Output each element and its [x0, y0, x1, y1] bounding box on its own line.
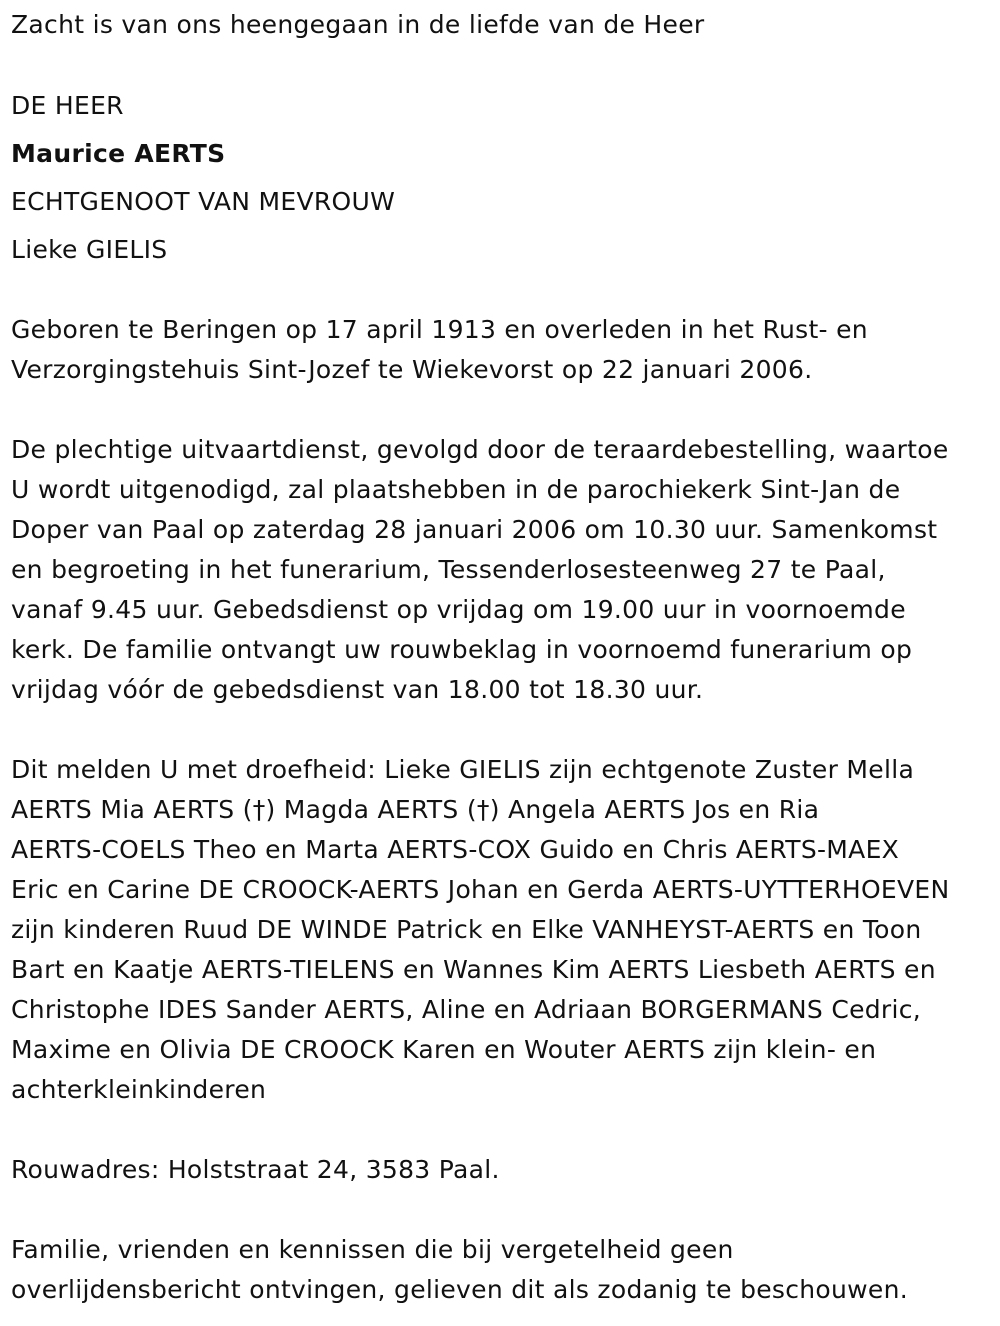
title-prefix: DE HEER [11, 91, 124, 120]
mourning-address: Rouwadres: Holststraat 24, 3583 Paal. [11, 1155, 500, 1184]
ceremony-paragraph [11, 430, 996, 710]
paragraph-line: vanaf 9.45 uur. Gebedsdienst op vrijdag om 19.00 uur in voornoemde [11, 595, 906, 624]
paragraph-line: Geboren te Beringen op 17 april 1913 en overleden in het Rust- en [11, 315, 868, 344]
family-paragraph [11, 750, 996, 1110]
paragraph-line: Dit melden U met droefheid: Lieke GIELIS zijn echtgenote Zuster Mella [11, 755, 915, 784]
paragraph-line: Doper van Paal op zaterdag 28 januari 2006 om 10.30 uur. Samenkomst [11, 515, 938, 544]
paragraph-line: Christophe IDES Sander AERTS, Aline en Adriaan BORGERMANS Cedric, [11, 995, 922, 1024]
paragraph-line: Eric en Carine DE CROOCK-AERTS Johan en Gerda AERTS-UYTTERHOEVEN [11, 875, 950, 904]
paragraph-line: AERTS-COELS Theo en Marta AERTS-COX Guido en Chris AERTS-MAEX [11, 835, 900, 864]
closing-paragraph [11, 1230, 996, 1310]
spouse-name: Lieke GIELIS [11, 235, 168, 264]
paragraph-line: AERTS Mia AERTS (†) Magda AERTS (†) Angela AERTS Jos en Ria [11, 795, 820, 824]
paragraph-line: Familie, vrienden en kennissen die bij vergetelheid geen [11, 1235, 734, 1264]
paragraph-line: U wordt uitgenodigd, zal plaatshebben in de parochiekerk Sint-Jan de [11, 475, 901, 504]
spouse-label: ECHTGENOOT VAN MEVROUW [11, 187, 396, 216]
paragraph-line: Bart en Kaatje AERTS-TIELENS en Wannes Kim AERTS Liesbeth AERTS en [11, 955, 936, 984]
paragraph-line: kerk. De familie ontvangt uw rouwbeklag in voornoemd funerarium op [11, 635, 913, 664]
paragraph-line: overlijdensbericht ontvingen, gelieven dit als zodanig te beschouwen. [11, 1275, 908, 1304]
paragraph-line: vrijdag vóór de gebedsdienst van 18.00 tot 18.30 uur. [11, 675, 704, 704]
paragraph-line: De plechtige uitvaartdienst, gevolgd door de teraardebestelling, waartoe [11, 435, 949, 464]
intro-text: Zacht is van ons heengegaan in de liefde van de Heer [11, 10, 705, 39]
paragraph-line: Verzorgingstehuis Sint-Jozef te Wiekevorst op 22 januari 2006. [11, 355, 813, 384]
paragraph-line: en begroeting in het funerarium, Tessenderlosesteenweg 27 te Paal, [11, 555, 886, 584]
paragraph-line: achterkleinkinderen [11, 1075, 267, 1104]
paragraph-line: zijn kinderen Ruud DE WINDE Patrick en Elke VANHEYST-AERTS en Toon [11, 915, 922, 944]
paragraph-line: Maxime en Olivia DE CROOCK Karen en Wouter AERTS zijn klein- en [11, 1035, 877, 1064]
deceased-name: Maurice AERTS [11, 139, 226, 168]
birth-death-paragraph [11, 310, 996, 390]
